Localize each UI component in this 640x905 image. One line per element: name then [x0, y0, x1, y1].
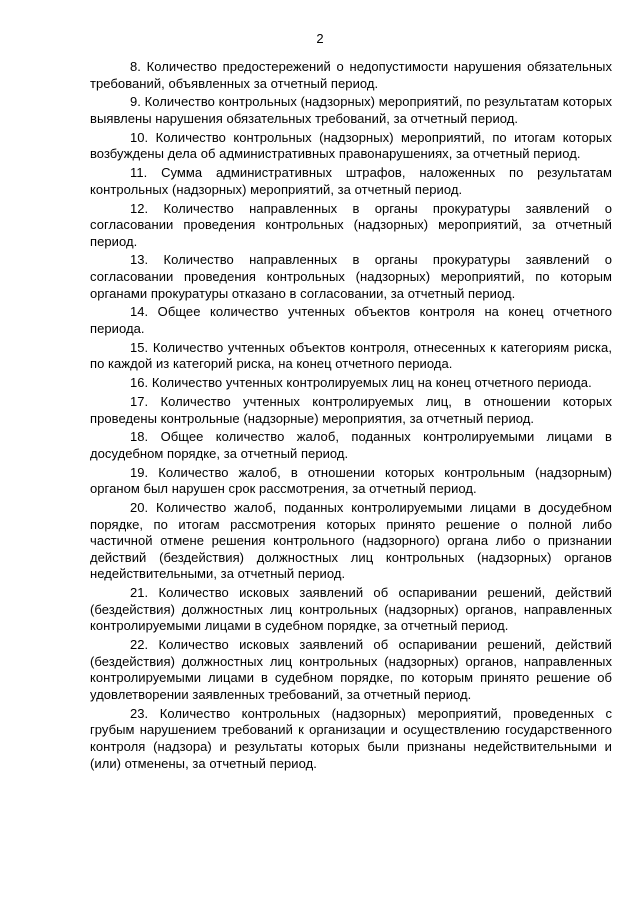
paragraph-10: 10. Количество контрольных (надзорных) мероприятий, по итогам которых возбуждены дела об административных правонарушениях, за отчетный период.: [90, 129, 612, 162]
paragraph-22: 22. Количество исковых заявлений об оспаривании решений, действий (бездействия) должностных лиц контрольных (надзорных) органов, направленных контролируемыми лицами в судебном порядке, по которым принято решение об удовлетворении заявленных требований, за отчетный период.: [90, 637, 612, 702]
paragraph-15: 15. Количество учтенных объектов контроля, отнесенных к категориям риска, по каждой из категорий риска, на конец отчетного периода.: [90, 339, 612, 372]
paragraph-19: 19. Количество жалоб, в отношении которых контрольным (надзорным) органом был нарушен срок рассмотрения, за отчетный период.: [90, 464, 612, 497]
paragraph-8: 8. Количество предостережений о недопустимости нарушения обязательных требований, объявленных за отчетный период.: [90, 59, 612, 91]
paragraph-9: 9. Количество контрольных (надзорных) мероприятий, по результатам которых выявлены нарушения обязательных требований, за отчетный период.: [90, 94, 613, 126]
paragraph-11: 11. Сумма административных штрафов, наложенных по результатам контрольных (надзорных) мероприятий, за отчетный период.: [90, 165, 612, 197]
paragraph-16: 16. Количество учтенных контролируемых лиц на конец отчетного периода.: [130, 375, 592, 391]
paragraph-18: 18. Общее количество жалоб, поданных контролируемыми лицами в досудебном порядке, за отчетный период.: [90, 429, 612, 461]
paragraph-21: 21. Количество исковых заявлений об оспаривании решений, действий (бездействия) должностных лиц контрольных (надзорных) органов, направленных контролируемыми лицами в судебном порядке, за отчетный период.: [90, 585, 612, 634]
document-body: [90, 59, 612, 774]
paragraph-20: 20. Количество жалоб, поданных контролируемыми лицами в досудебном порядке, по итогам рассмотрения которых принято решение о полной либо частичной отмене решения контрольного (надзорного) органа либо о признании действий (бездействия) должностных лиц контрольных (надзорных) органов недействительными, за отчетный период.: [90, 500, 612, 582]
paragraph-17: 17. Количество учтенных контролируемых лиц, в отношении которых проведены контрольные (надзорные) мероприятия, за отчетный период.: [90, 393, 612, 426]
paragraph-12: 12. Количество направленных в органы прокуратуры заявлений о согласовании проведения контрольных (надзорных) мероприятий, за отчетный период.: [90, 200, 612, 249]
paragraph-14: 14. Общее количество учтенных объектов контроля на конец отчетного периода.: [90, 304, 612, 337]
page-number: 2: [316, 31, 324, 46]
paragraph-23: 23. Количество контрольных (надзорных) мероприятий, проведенных с грубым нарушением требований к организации и осуществлению государственного контроля (надзора) и результаты которых были признаны недействительными и (или) отменены, за отчетный период.: [90, 705, 612, 771]
paragraph-13: 13. Количество направленных в органы прокуратуры заявлений о согласовании проведения контрольных (надзорных) мероприятий, по которым органами прокуратуры отказано в согласовании, за отчетный период.: [90, 252, 612, 301]
